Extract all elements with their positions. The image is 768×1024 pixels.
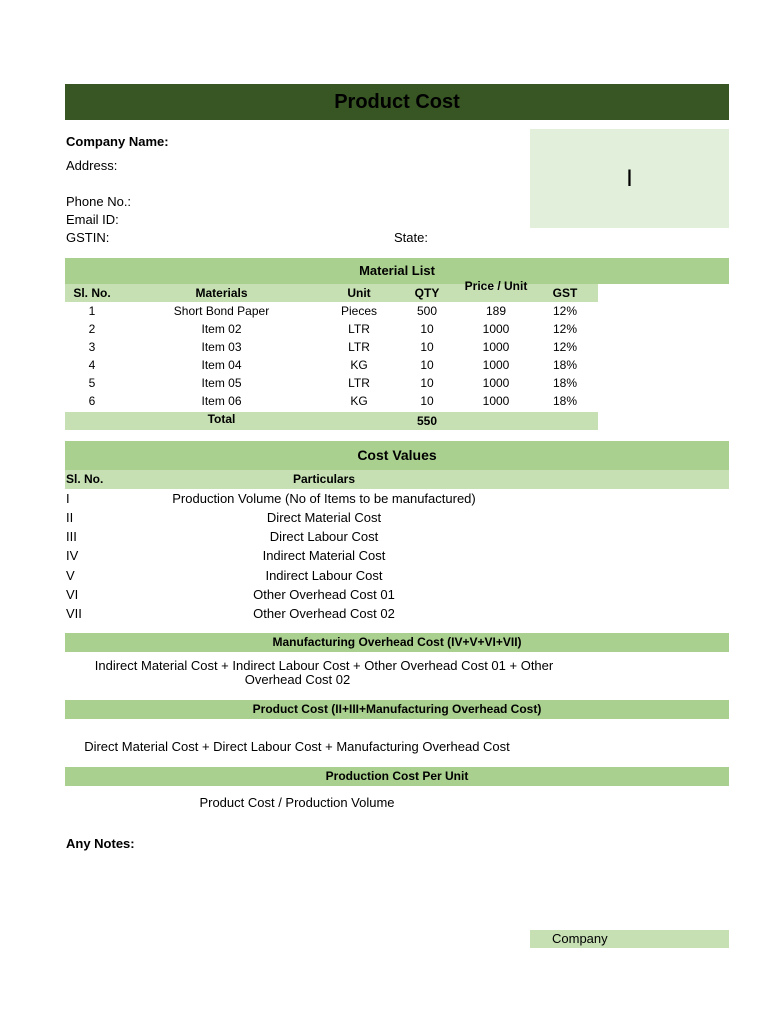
table-row — [65, 338, 598, 356]
cell-gst: 18% — [552, 358, 578, 372]
cell-material: Item 05 — [201, 376, 242, 390]
cost-particular: Direct Labour Cost — [269, 529, 379, 544]
cost-per-unit-title: Production Cost Per Unit — [325, 769, 469, 783]
header-materials: Materials — [195, 286, 248, 300]
cell-gst: 12% — [552, 322, 578, 336]
cell-gst: 18% — [552, 376, 578, 390]
cell-gst: 12% — [552, 304, 578, 318]
header-gst: GST — [552, 286, 578, 300]
list-item — [65, 546, 729, 565]
cell-price: 1000 — [482, 358, 510, 372]
cost-particular: Other Overhead Cost 01 — [253, 587, 395, 602]
list-item — [65, 604, 729, 623]
manufacturing-overhead-title: Manufacturing Overhead Cost (IV+V+VI+VII) — [272, 635, 522, 649]
logo-placeholder — [530, 129, 729, 228]
phone-label: Phone No.: — [66, 194, 132, 209]
cell-unit: LTR — [348, 376, 370, 390]
product-cost-formula: Direct Material Cost + Direct Labour Cost + Manufacturing Overhead Cost — [84, 739, 510, 754]
cell-price: 1000 — [482, 376, 510, 390]
cost-particular: Other Overhead Cost 02 — [253, 606, 395, 621]
cell-sl: 5 — [88, 376, 96, 390]
cost-values-title: Cost Values — [357, 447, 437, 463]
product-cost-title: Product Cost (II+III+Manufacturing Overhead Cost) — [252, 702, 542, 716]
logo-cursor-glyph: I — [626, 165, 633, 192]
cell-material: Short Bond Paper — [173, 304, 270, 318]
cell-sl: 6 — [88, 394, 96, 408]
header-sl-no: Sl. No. — [73, 286, 111, 300]
cost-sl: II — [66, 510, 74, 525]
cost-particular: Production Volume (No of Items to be manufactured) — [172, 491, 476, 506]
table-row — [65, 392, 598, 410]
email-label: Email ID: — [66, 212, 119, 227]
notes-label: Any Notes: — [66, 836, 135, 851]
material-list-header — [65, 279, 598, 302]
header-price-per-unit: Price / Unit — [464, 279, 528, 293]
cell-material: Item 04 — [201, 358, 242, 372]
manufacturing-overhead-formula-line2: Overhead Cost 02 — [244, 672, 351, 687]
cell-unit: LTR — [348, 340, 370, 354]
total-label: Total — [207, 412, 236, 426]
company-name-label: Company Name: — [66, 134, 169, 149]
cost-sl: VI — [66, 587, 79, 602]
footer-company-text: Company — [552, 931, 608, 946]
cell-material: Item 02 — [201, 322, 242, 336]
cost-sl: IV — [66, 548, 79, 563]
state-label: State: — [394, 230, 428, 245]
cost-sl: I — [66, 491, 70, 506]
cell-qty: 10 — [420, 394, 434, 408]
list-item — [65, 508, 729, 527]
cell-sl: 1 — [88, 304, 96, 318]
list-item — [65, 566, 729, 585]
header-particulars: Particulars — [292, 472, 356, 486]
cell-price: 1000 — [482, 340, 510, 354]
header-sl-no: Sl. No. — [66, 472, 104, 486]
list-item — [65, 489, 729, 508]
footer-band — [530, 930, 729, 948]
cost-values-header — [65, 470, 729, 489]
cell-price: 1000 — [482, 394, 510, 408]
cell-sl: 4 — [88, 358, 96, 372]
cell-qty: 10 — [420, 322, 434, 336]
cell-qty: 10 — [420, 340, 434, 354]
gstin-label: GSTIN: — [66, 230, 110, 245]
header-qty: QTY — [414, 286, 440, 300]
cell-price: 1000 — [482, 322, 510, 336]
material-list-title: Material List — [359, 263, 435, 278]
title-banner — [65, 84, 729, 120]
cost-per-unit-formula: Product Cost / Production Volume — [199, 795, 395, 810]
list-item — [65, 527, 729, 546]
cell-price: 189 — [485, 304, 507, 318]
product-cost-banner — [65, 700, 729, 719]
cost-sl: VII — [66, 606, 82, 621]
cell-gst: 18% — [552, 394, 578, 408]
page-title: Product Cost — [334, 91, 460, 113]
cost-particular: Direct Material Cost — [266, 510, 382, 525]
material-total-row — [65, 412, 598, 430]
cell-unit: KG — [350, 394, 368, 408]
cell-material: Item 06 — [201, 394, 242, 408]
material-list-banner — [65, 258, 729, 284]
cost-sl: III — [66, 529, 77, 544]
total-qty: 550 — [416, 414, 438, 428]
list-item — [65, 585, 729, 604]
cell-qty: 500 — [416, 304, 438, 318]
cost-sl: V — [66, 568, 75, 583]
cell-material: Item 03 — [201, 340, 242, 354]
manufacturing-overhead-formula-line1: Indirect Material Cost + Indirect Labour Cost + Other Overhead Cost 01 + Other — [94, 658, 554, 673]
cell-sl: 2 — [88, 322, 96, 336]
cost-particular: Indirect Labour Cost — [265, 568, 383, 583]
cell-unit: Pieces — [340, 304, 378, 318]
table-row — [65, 302, 598, 320]
cell-unit: LTR — [348, 322, 370, 336]
cost-particular: Indirect Material Cost — [262, 548, 386, 563]
manufacturing-overhead-banner — [65, 633, 729, 652]
table-row — [65, 356, 598, 374]
cost-values-banner — [65, 441, 729, 470]
address-label: Address: — [66, 158, 118, 173]
cell-unit: KG — [350, 358, 368, 372]
header-unit: Unit — [347, 286, 371, 300]
cell-gst: 12% — [552, 340, 578, 354]
table-row — [65, 374, 598, 392]
table-row — [65, 320, 598, 338]
cell-qty: 10 — [420, 376, 434, 390]
cell-sl: 3 — [88, 340, 96, 354]
cell-qty: 10 — [420, 358, 434, 372]
cost-per-unit-banner — [65, 767, 729, 786]
